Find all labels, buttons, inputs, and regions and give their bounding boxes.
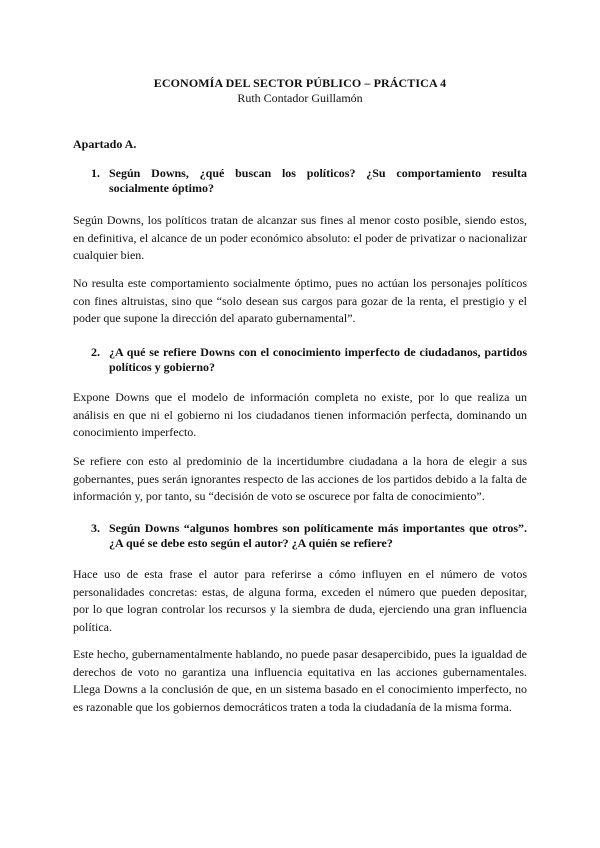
answer-paragraph: Este hecho, gubernamentalmente hablando, no puede pasar desapercibido, pues la igualdad de derechos de voto no garantiza una influencia equitativa en las acciones gubernamentales. Llega Downs a la conclusión de que, en un sistema basado en el conocimiento imperfecto, no es razonable que los gobiernos democráticos traten a toda la ciudadanía de la misma forma. bbox=[73, 647, 527, 714]
document-title: ECONOMÍA DEL SECTOR PÚBLICO – PRÁCTICA 4 bbox=[153, 76, 447, 90]
question-text: ¿A qué se refiere Downs con el conocimiento imperfecto de ciudadanos, partidos políticos y gobierno? bbox=[109, 345, 527, 374]
question-number: 1. bbox=[91, 166, 100, 180]
question-2 bbox=[91, 345, 527, 375]
question-text: Según Downs, ¿qué buscan los políticos? ¿Su comportamiento resulta socialmente óptimo? bbox=[109, 166, 527, 195]
answer-paragraph: Expone Downs que el modelo de información completa no existe, por lo que realiza un análisis en que ni el gobierno ni los ciudadanos tienen información perfecta, dominando un conocimiento imperfecto. bbox=[73, 390, 527, 439]
answer-paragraph: Hace uso de esta frase el autor para referirse a cómo influyen en el número de votos personalidades concretas: estas, de alguna forma, exceden el número que pueden depositar, por lo que logran controlar los recursos y la siembra de duda, ejerciendo una gran influencia política. bbox=[73, 567, 527, 634]
question-number: 3. bbox=[91, 521, 100, 535]
question-1 bbox=[91, 166, 527, 196]
question-text: Según Downs “algunos hombres son políticamente más importantes que otros”. ¿A qué se debe esto según el autor? ¿A quién se refiere? bbox=[109, 521, 527, 550]
answer-paragraph: Según Downs, los políticos tratan de alcanzar sus fines al menor costo posible, siendo estos, en definitiva, el alcance de un poder económico absoluto: el poder de privatizar o nacionalizar cualquier bien. bbox=[73, 213, 527, 262]
document-author: Ruth Contador Guillamón bbox=[237, 91, 363, 105]
answer-paragraph: No resulta este comportamiento socialmente óptimo, pues no actúan los personajes políticos con fines altruistas, sino que “solo desean sus cargos para gozar de la renta, el prestigio y el poder que supone la dirección del aparato gubernamental”. bbox=[73, 276, 527, 325]
question-number: 2. bbox=[91, 345, 100, 359]
answer-paragraph: Se refiere con esto al predominio de la incertidumbre ciudadana a la hora de elegir a sus gobernantes, pues serán ignorantes respecto de las acciones de los partidos debido a la falta de información y, por tanto, su “decisión de voto se oscurece por falta de conocimiento”. bbox=[73, 454, 527, 503]
section-heading: Apartado A. bbox=[73, 137, 137, 151]
question-3 bbox=[91, 521, 527, 551]
